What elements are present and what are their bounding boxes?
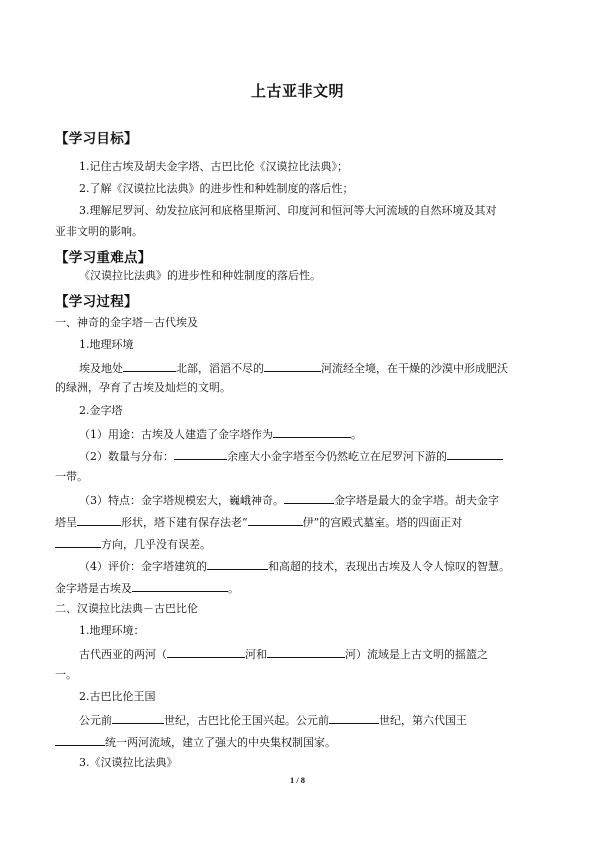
fill-blank[interactable] [248,514,303,526]
part2-kingdom-title: 2.古巴比伦王国 [79,690,156,703]
goal-2: 2.了解《汉谟拉比法典》的进步性和种姓制度的落后性； [79,182,354,195]
goal-3-line-2: 亚非文明的影响。 [55,225,143,238]
text: 和高超的技术，表现出古埃及人令人惊叹的智慧。 [268,560,510,573]
text: 金字塔是最大的金字塔。胡夫金字 [334,494,499,507]
fill-blank[interactable] [329,712,379,724]
text: 形状，塔下建有保存法老“ [121,516,248,529]
part1-evaluation-line-2 [55,580,239,596]
goal-1: 1.记住古埃及胡夫金字塔、古巴比伦《汉谟拉比法典》； [79,160,348,173]
part2-kingdom-line-1 [79,712,467,728]
part1-features-line-2 [55,514,462,530]
text: 。 [351,428,362,441]
text: 北部，滔滔不尽的 [176,362,264,375]
text: （3）特点：金字塔规模宏大，巍峨神奇。 [79,494,284,507]
part1-distribution-line-2: 一带。 [55,470,88,483]
text: （4）评价：金字塔建筑的 [79,560,207,573]
fill-blank[interactable] [167,646,245,658]
part2-geo-line-1 [79,646,488,662]
fill-blank[interactable] [264,360,321,372]
text: 埃及地处 [79,362,123,375]
text: 伊”的宫殿式墓室。塔的四面正对 [302,516,463,529]
section-heading-goals: 【学习目标】 [55,131,138,147]
part1-use [79,426,362,442]
part1-features [79,492,499,508]
part1-heading: 一、神奇的金字塔－古代埃及 [55,316,198,329]
part2-kingdom-line-2 [55,734,336,750]
keypoints-text: 《汉谟拉比法典》的进步性和种姓制度的落后性。 [79,269,321,282]
fill-blank[interactable] [267,646,345,658]
text: 河）流域是上古文明的摇篮之 [345,648,488,661]
text: 河和 [245,648,267,661]
fill-blank[interactable] [77,514,121,526]
part2-geo-line-2: 一。 [55,668,77,681]
section-heading-keypoints: 【学习重难点】 [55,250,152,266]
page-title: 上古亚非文明 [250,82,344,100]
text: 统一两河流域，建立了强大的中央集权制国家。 [105,736,336,749]
fill-blank[interactable] [284,492,334,504]
fill-blank[interactable] [132,580,228,592]
part1-features-line-3 [55,536,211,552]
text: 古代西亚的两河（ [79,648,167,661]
fill-blank[interactable] [112,712,164,724]
part1-geo-title: 1.地理环境 [79,338,134,351]
text: 余座大小金字塔至今仍然屹立在尼罗河下游的 [227,450,447,463]
fill-blank[interactable] [174,448,227,460]
fill-blank[interactable] [273,426,351,438]
text: （1）用途：古埃及人建造了金字塔作为 [79,428,273,441]
text: 公元前 [79,714,112,727]
fill-blank[interactable] [123,360,176,372]
text: 世纪，第六代国王 [379,714,467,727]
goal-3-line-1: 3.理解尼罗河、幼发拉底河和底格里斯河、印度河和恒河等大河流域的自然环境及其对 [79,204,497,217]
part1-pyramid-title: 2.金字塔 [79,404,123,417]
page-number: 1 / 8 [289,775,306,785]
text: 河流经全境，在干燥的沙漠中形成肥沃 [321,362,508,375]
section-heading-process: 【学习过程】 [55,294,138,310]
text: 塔呈 [55,516,77,529]
fill-blank[interactable] [447,448,503,460]
part2-heading: 二、汉谟拉比法典－古巴比伦 [55,602,198,615]
fill-blank[interactable] [55,734,105,746]
text: 世纪，古巴比伦王国兴起。公元前 [164,714,329,727]
part1-evaluation [79,558,510,574]
fill-blank[interactable] [207,558,268,570]
text: 金字塔是古埃及 [55,582,132,595]
part1-geo-line-1 [79,360,508,376]
part1-distribution [79,448,503,464]
text: 方向，几乎没有误差。 [101,538,211,551]
part1-geo-line-2: 的绿洲，孕育了古埃及灿烂的文明。 [55,381,231,394]
fill-blank[interactable] [55,536,101,548]
part2-geo-title: 1.地理环境： [79,624,145,637]
part2-code-title: 3.《汉谟拉比法典》 [79,756,178,769]
text: （2）数量与分布： [79,450,174,463]
text: 。 [228,582,239,595]
